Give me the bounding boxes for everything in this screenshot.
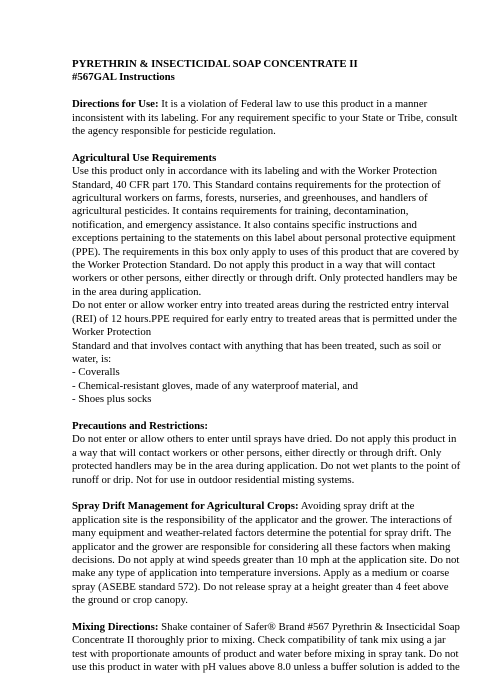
agricultural-line: Do not enter or allow worker entry into treated areas during the restricted entry interval xyxy=(72,299,450,312)
drift-text: Avoiding spray drift at the xyxy=(298,500,415,513)
precautions-line: protected handlers may be in the area during application. Do not wet plants to the point of xyxy=(72,460,461,473)
agricultural-line: Use this product only in accordance with its labeling and with the Worker Protection xyxy=(72,165,438,178)
spacer xyxy=(72,85,437,98)
agricultural-line: agricultural workers on farms, forests, nurseries, and greenhouses, and handlers of xyxy=(72,192,428,205)
agricultural-line: - Chemical-resistant gloves, made of any waterproof material, and xyxy=(72,379,359,392)
agricultural-line: Worker Protection xyxy=(72,326,152,339)
agricultural-line: (REI) of 12 hours.PPE required for early entry to treated areas that is permitted under the xyxy=(72,312,457,325)
mixing-line: Concentrate II thoroughly prior to mixing. Check compatibility of tank mix using a jar xyxy=(72,634,446,647)
precautions-line: runoff or drip. Not for use in outdoor residential misting systems. xyxy=(72,473,355,486)
precautions-heading: Precautions and Restrictions: xyxy=(72,419,208,432)
directions-line: the agency responsible for pesticide regulation. xyxy=(72,125,276,138)
drift-line: applicator and the grower are responsible for considering all these factors when making xyxy=(72,540,451,553)
agricultural-line: the Worker Protection Standard. Do not apply this product in a way that will contact xyxy=(72,259,436,272)
precautions-line: Do not enter or allow others to enter until sprays have dried. Do not apply this product in xyxy=(72,433,457,446)
directions-heading: Directions for Use: xyxy=(72,98,159,111)
agricultural-line: workers or other persons, either directly or through drift. Only protected handlers may be xyxy=(72,272,458,285)
spacer xyxy=(72,487,437,500)
agricultural-line: water, is: xyxy=(72,352,112,365)
agricultural-line: Standard and that involves contact with anything that has been treated, such as soil or xyxy=(72,339,442,352)
spacer xyxy=(72,407,437,420)
spacer xyxy=(72,138,437,151)
drift-line: spray (ASEBE standard 572). Do not release spray at a height greater than 4 feet above xyxy=(72,580,449,593)
drift-line: decisions. Do not apply at wind speeds greater than 10 mph at the application site. Do not xyxy=(72,553,460,566)
drift-heading: Spray Drift Management for Agricultural Crops: xyxy=(72,500,299,513)
drift-line: application site is the responsibility of the applicator and the grower. The interactions of xyxy=(72,513,452,526)
drift-line xyxy=(72,500,437,513)
agricultural-body xyxy=(72,165,459,406)
agricultural-line: agricultural pesticides. It contains requirements for training, decontamination, xyxy=(72,205,409,218)
directions-text: It is a violation of Federal law to use this product in a manner xyxy=(158,98,428,111)
mixing-line: test with proportionate amounts of product and water before mixing in spray tank. Do not xyxy=(72,647,459,660)
agricultural-heading: Agricultural Use Requirements xyxy=(72,151,217,164)
precautions-line: a way that will contact workers or other persons, either directly or through drift. Only xyxy=(72,446,442,459)
document-subtitle: #567GAL Instructions xyxy=(72,71,175,84)
mixing-heading: Mixing Directions: xyxy=(72,620,159,633)
document-page xyxy=(72,58,461,675)
directions-line: inconsistent with its labeling. For any requirement specific to your State or Tribe, consult xyxy=(72,111,458,124)
drift-line: make any type of application into temperature inversions. Apply as a medium or coarse xyxy=(72,567,450,580)
agricultural-line: exceptions pertaining to the statements on this label about personal protective equipment xyxy=(72,232,456,245)
mixing-text: Shake container of Safer® Brand #567 Pyrethrin & Insecticidal Soap xyxy=(158,620,460,633)
agricultural-line: notification, and emergency assistance. It also contains specific instructions and xyxy=(72,218,417,231)
agricultural-line: Standard, 40 CFR part 170. This Standard contains requirements for the protection of xyxy=(72,178,441,191)
agricultural-line: - Shoes plus socks xyxy=(72,393,152,406)
mixing-line: use this product in water with pH values above 8.0 unless a buffer solution is added to the xyxy=(72,661,460,674)
mixing-line xyxy=(72,620,460,634)
drift-line: the ground or crop canopy. xyxy=(72,594,188,607)
directions-line xyxy=(72,98,437,111)
document-title: PYRETHRIN & INSECTICIDAL SOAP CONCENTRATE II xyxy=(72,58,358,70)
agricultural-line: in the area during application. xyxy=(72,285,202,298)
agricultural-line: (PPE). The requirements in this box only apply to uses of this product that are covered by xyxy=(72,245,459,258)
spacer xyxy=(72,608,437,621)
drift-line: many equipment and weather-related factors determine the potential for spray drift. The xyxy=(72,527,452,540)
agricultural-line: - Coveralls xyxy=(72,366,120,379)
